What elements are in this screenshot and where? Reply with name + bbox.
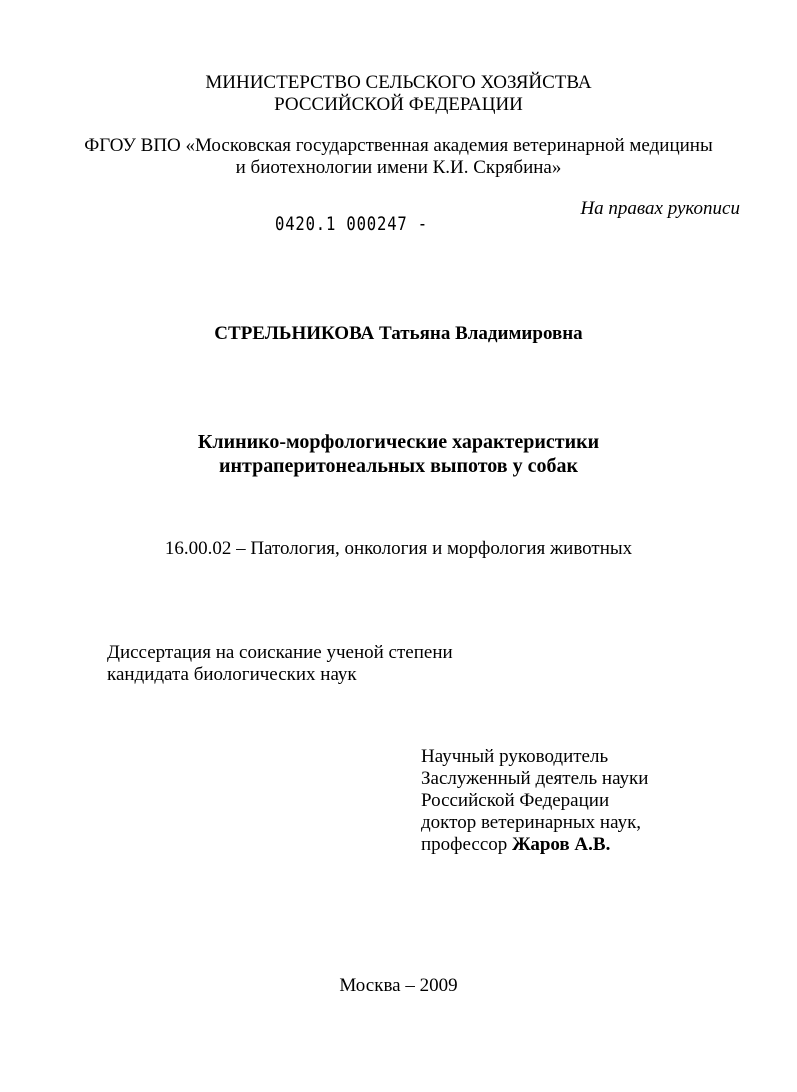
manuscript-note: На правах рукописи <box>580 198 740 219</box>
supervisor-line-5 <box>421 834 610 856</box>
specialty-code: 16.00.02 – Патология, онкология и морфология животных <box>164 538 633 559</box>
city-year: Москва – 2009 <box>339 975 458 996</box>
institution-line-2: и биотехнологии имени К.И. Скрябина» <box>235 157 562 178</box>
author-given-names: Татьяна Владимировна <box>379 323 583 344</box>
inventory-stamp: 0420.1 000247 - <box>275 213 429 235</box>
supervisor-line-3: Российской Федерации <box>421 790 610 811</box>
supervisor-line-1: Научный руководитель <box>421 746 609 767</box>
author-surname: СТРЕЛЬНИКОВА <box>214 323 375 344</box>
dissertation-line-2: кандидата биологических наук <box>107 664 357 685</box>
supervisor-line-4: доктор ветеринарных наук, <box>421 812 642 833</box>
supervisor-line-2: Заслуженный деятель науки <box>421 768 649 789</box>
ministry-line-1: МИНИСТЕРСТВО СЕЛЬСКОГО ХОЗЯЙСТВА <box>205 72 592 93</box>
author-name <box>0 323 797 345</box>
supervisor-name: Жаров А.В. <box>512 834 611 855</box>
title-line-2: интраперитонеальных выпотов у собак <box>218 455 579 477</box>
supervisor-title: профессор <box>421 834 508 855</box>
title-line-1: Клинико-морфологические характеристики <box>197 431 600 453</box>
ministry-line-2: РОССИЙСКОЙ ФЕДЕРАЦИИ <box>274 94 523 115</box>
institution-line-1: ФГОУ ВПО «Московская государственная академия ветеринарной медицины <box>84 135 713 156</box>
dissertation-line-1: Диссертация на соискание ученой степени <box>107 642 453 663</box>
